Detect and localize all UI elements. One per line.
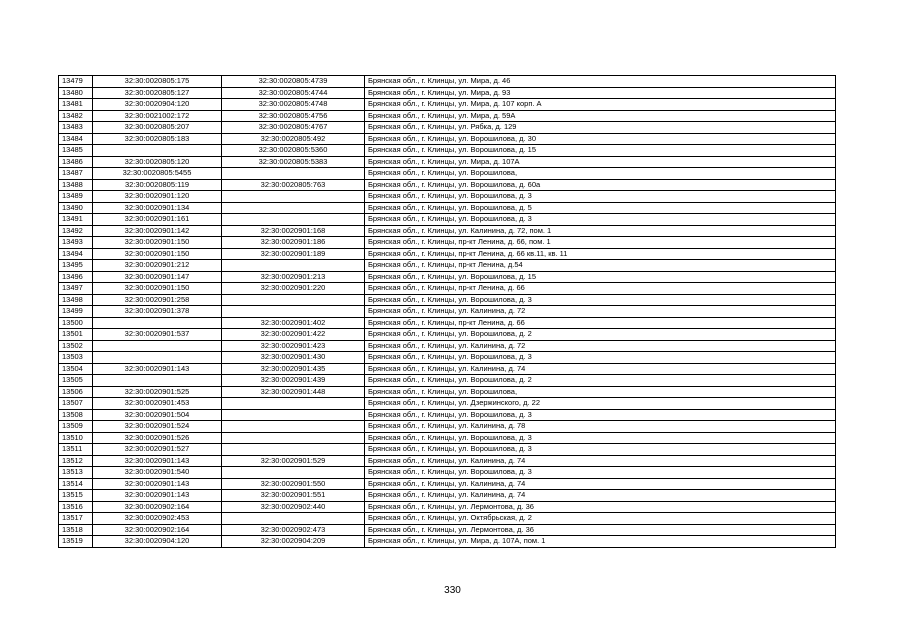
record-number-cell: 13507 bbox=[59, 398, 93, 410]
object-cadastral-number-cell: 32:30:0020805:4739 bbox=[222, 76, 365, 88]
record-number-cell: 13494 bbox=[59, 248, 93, 260]
address-cell: Брянская обл., г. Клинцы, ул. Лермонтова, д. 36 bbox=[365, 501, 836, 513]
record-number-cell: 13482 bbox=[59, 110, 93, 122]
object-cadastral-number-cell: 32:30:0020901:186 bbox=[222, 237, 365, 249]
address-cell: Брянская обл., г. Клинцы, ул. Рябка, д. 129 bbox=[365, 122, 836, 134]
table-row bbox=[59, 145, 836, 157]
address-cell: Брянская обл., г. Клинцы, ул. Калинина, д. 72, пом. 1 bbox=[365, 225, 836, 237]
cadastral-number-cell bbox=[93, 340, 222, 352]
address-cell: Брянская обл., г. Клинцы, ул. Ворошилова, д. 5 bbox=[365, 202, 836, 214]
cadastral-number-cell bbox=[93, 352, 222, 364]
address-cell: Брянская обл., г. Клинцы, ул. Калинина, д. 74 bbox=[365, 455, 836, 467]
record-number-cell: 13508 bbox=[59, 409, 93, 421]
cadastral-number-cell: 32:30:0020901:537 bbox=[93, 329, 222, 341]
table-row bbox=[59, 432, 836, 444]
table-row bbox=[59, 317, 836, 329]
address-cell: Брянская обл., г. Клинцы, ул. Ворошилова, д. 3 bbox=[365, 191, 836, 203]
cadastral-number-cell: 32:30:0020902:164 bbox=[93, 524, 222, 536]
object-cadastral-number-cell bbox=[222, 432, 365, 444]
address-cell: Брянская обл., г. Клинцы, ул. Мира, д. 107А, пом. 1 bbox=[365, 536, 836, 548]
object-cadastral-number-cell bbox=[222, 409, 365, 421]
cadastral-number-cell: 32:30:0021002:172 bbox=[93, 110, 222, 122]
address-cell: Брянская обл., г. Клинцы, ул. Ворошилова, bbox=[365, 386, 836, 398]
cadastral-number-cell bbox=[93, 375, 222, 387]
address-cell: Брянская обл., г. Клинцы, ул. Ворошилова, д. 3 bbox=[365, 432, 836, 444]
record-number-cell: 13480 bbox=[59, 87, 93, 99]
table-row bbox=[59, 225, 836, 237]
table-row bbox=[59, 237, 836, 249]
address-cell: Брянская обл., г. Клинцы, ул. Калинина, д. 72 bbox=[365, 340, 836, 352]
address-cell: Брянская обл., г. Клинцы, ул. Мира, д. 107 корп. А bbox=[365, 99, 836, 111]
table-row bbox=[59, 409, 836, 421]
address-cell: Брянская обл., г. Клинцы, ул. Дзержинского, д. 22 bbox=[365, 398, 836, 410]
object-cadastral-number-cell: 32:30:0020904:209 bbox=[222, 536, 365, 548]
object-cadastral-number-cell bbox=[222, 421, 365, 433]
object-cadastral-number-cell: 32:30:0020901:529 bbox=[222, 455, 365, 467]
cadastral-number-cell: 32:30:0020901:143 bbox=[93, 490, 222, 502]
cadastral-number-cell: 32:30:0020805:120 bbox=[93, 156, 222, 168]
record-number-cell: 13501 bbox=[59, 329, 93, 341]
object-cadastral-number-cell: 32:30:0020901:439 bbox=[222, 375, 365, 387]
record-number-cell: 13505 bbox=[59, 375, 93, 387]
record-number-cell: 13488 bbox=[59, 179, 93, 191]
cadastral-number-cell bbox=[93, 145, 222, 157]
object-cadastral-number-cell bbox=[222, 260, 365, 272]
record-number-cell: 13519 bbox=[59, 536, 93, 548]
table-row bbox=[59, 352, 836, 364]
cadastral-number-cell: 32:30:0020901:143 bbox=[93, 455, 222, 467]
cadastral-number-cell: 32:30:0020901:524 bbox=[93, 421, 222, 433]
table-row bbox=[59, 156, 836, 168]
address-cell: Брянская обл., г. Клинцы, ул. Ворошилова, д. 60а bbox=[365, 179, 836, 191]
cadastral-number-cell: 32:30:0020904:120 bbox=[93, 536, 222, 548]
table-row bbox=[59, 467, 836, 479]
address-cell: Брянская обл., г. Клинцы, ул. Ворошилова, д. 3 bbox=[365, 409, 836, 421]
object-cadastral-number-cell: 32:30:0020901:213 bbox=[222, 271, 365, 283]
cadastral-number-cell: 32:30:0020901:212 bbox=[93, 260, 222, 272]
address-cell: Брянская обл., г. Клинцы, ул. Мира, д. 46 bbox=[365, 76, 836, 88]
address-cell: Брянская обл., г. Клинцы, ул. Ворошилова, bbox=[365, 168, 836, 180]
object-cadastral-number-cell: 32:30:0020805:492 bbox=[222, 133, 365, 145]
record-number-cell: 13514 bbox=[59, 478, 93, 490]
record-number-cell: 13513 bbox=[59, 467, 93, 479]
record-number-cell: 13481 bbox=[59, 99, 93, 111]
address-cell: Брянская обл., г. Клинцы, ул. Калинина, д. 72 bbox=[365, 306, 836, 318]
page-number: 330 bbox=[444, 585, 461, 596]
cadastral-number-cell: 32:30:0020901:527 bbox=[93, 444, 222, 456]
cadastral-number-cell: 32:30:0020805:5455 bbox=[93, 168, 222, 180]
record-number-cell: 13503 bbox=[59, 352, 93, 364]
table-row bbox=[59, 455, 836, 467]
cadastral-number-cell: 32:30:0020902:453 bbox=[93, 513, 222, 525]
table-row bbox=[59, 490, 836, 502]
record-number-cell: 13483 bbox=[59, 122, 93, 134]
cadastral-number-cell: 32:30:0020901:540 bbox=[93, 467, 222, 479]
address-cell: Брянская обл., г. Клинцы, ул. Лермонтова, д. 36 bbox=[365, 524, 836, 536]
object-cadastral-number-cell bbox=[222, 398, 365, 410]
address-cell: Брянская обл., г. Клинцы, ул. Октябрьская, д. 2 bbox=[365, 513, 836, 525]
record-number-cell: 13492 bbox=[59, 225, 93, 237]
object-cadastral-number-cell: 32:30:0020902:473 bbox=[222, 524, 365, 536]
address-cell: Брянская обл., г. Клинцы, пр-кт Ленина, д. 66 bbox=[365, 317, 836, 329]
table-row bbox=[59, 306, 836, 318]
cadastral-number-cell: 32:30:0020901:120 bbox=[93, 191, 222, 203]
table-row bbox=[59, 294, 836, 306]
object-cadastral-number-cell bbox=[222, 168, 365, 180]
address-cell: Брянская обл., г. Клинцы, ул. Мира, д. 59А bbox=[365, 110, 836, 122]
address-cell: Брянская обл., г. Клинцы, ул. Ворошилова, д. 30 bbox=[365, 133, 836, 145]
address-cell: Брянская обл., г. Клинцы, ул. Калинина, д. 78 bbox=[365, 421, 836, 433]
cadastral-number-cell: 32:30:0020805:183 bbox=[93, 133, 222, 145]
object-cadastral-number-cell bbox=[222, 467, 365, 479]
cadastral-number-cell: 32:30:0020904:120 bbox=[93, 99, 222, 111]
table-row bbox=[59, 271, 836, 283]
cadastral-number-cell: 32:30:0020805:207 bbox=[93, 122, 222, 134]
address-cell: Брянская обл., г. Клинцы, ул. Ворошилова, д. 3 bbox=[365, 352, 836, 364]
address-cell: Брянская обл., г. Клинцы, ул. Калинина, д. 74 bbox=[365, 363, 836, 375]
cadastral-number-cell: 32:30:0020901:504 bbox=[93, 409, 222, 421]
record-number-cell: 13479 bbox=[59, 76, 93, 88]
object-cadastral-number-cell: 32:30:0020901:550 bbox=[222, 478, 365, 490]
record-number-cell: 13497 bbox=[59, 283, 93, 295]
table-row bbox=[59, 76, 836, 88]
cadastral-number-cell: 32:30:0020901:378 bbox=[93, 306, 222, 318]
address-cell: Брянская обл., г. Клинцы, ул. Ворошилова, д. 15 bbox=[365, 145, 836, 157]
object-cadastral-number-cell: 32:30:0020805:4744 bbox=[222, 87, 365, 99]
object-cadastral-number-cell: 32:30:0020901:430 bbox=[222, 352, 365, 364]
record-number-cell: 13517 bbox=[59, 513, 93, 525]
address-cell: Брянская обл., г. Клинцы, пр-кт Ленина, д.54 bbox=[365, 260, 836, 272]
cadastral-number-cell: 32:30:0020901:150 bbox=[93, 283, 222, 295]
object-cadastral-number-cell bbox=[222, 191, 365, 203]
record-number-cell: 13486 bbox=[59, 156, 93, 168]
object-cadastral-number-cell bbox=[222, 306, 365, 318]
record-number-cell: 13499 bbox=[59, 306, 93, 318]
table-row bbox=[59, 386, 836, 398]
record-number-cell: 13484 bbox=[59, 133, 93, 145]
table-row bbox=[59, 444, 836, 456]
object-cadastral-number-cell: 32:30:0020902:440 bbox=[222, 501, 365, 513]
cadastral-number-cell: 32:30:0020901:526 bbox=[93, 432, 222, 444]
table-row bbox=[59, 340, 836, 352]
record-number-cell: 13516 bbox=[59, 501, 93, 513]
record-number-cell: 13496 bbox=[59, 271, 93, 283]
cadastral-number-cell: 32:30:0020805:175 bbox=[93, 76, 222, 88]
address-cell: Брянская обл., г. Клинцы, пр-кт Ленина, д. 66 bbox=[365, 283, 836, 295]
table-row bbox=[59, 398, 836, 410]
record-number-cell: 13506 bbox=[59, 386, 93, 398]
records-table bbox=[58, 75, 836, 548]
table-row bbox=[59, 110, 836, 122]
address-cell: Брянская обл., г. Клинцы, ул. Мира, д. 93 bbox=[365, 87, 836, 99]
record-number-cell: 13493 bbox=[59, 237, 93, 249]
object-cadastral-number-cell: 32:30:0020901:189 bbox=[222, 248, 365, 260]
record-number-cell: 13504 bbox=[59, 363, 93, 375]
table-row bbox=[59, 214, 836, 226]
table-row bbox=[59, 283, 836, 295]
table-row bbox=[59, 513, 836, 525]
table-row bbox=[59, 202, 836, 214]
cadastral-number-cell: 32:30:0020901:150 bbox=[93, 248, 222, 260]
address-cell: Брянская обл., г. Клинцы, ул. Ворошилова, д. 2 bbox=[365, 329, 836, 341]
table-row bbox=[59, 179, 836, 191]
object-cadastral-number-cell: 32:30:0020901:220 bbox=[222, 283, 365, 295]
table-row bbox=[59, 329, 836, 341]
object-cadastral-number-cell bbox=[222, 444, 365, 456]
cadastral-number-cell: 32:30:0020901:150 bbox=[93, 237, 222, 249]
object-cadastral-number-cell: 32:30:0020805:4756 bbox=[222, 110, 365, 122]
object-cadastral-number-cell: 32:30:0020901:435 bbox=[222, 363, 365, 375]
address-cell: Брянская обл., г. Клинцы, пр-кт Ленина, д. 66, пом. 1 bbox=[365, 237, 836, 249]
object-cadastral-number-cell: 32:30:0020901:551 bbox=[222, 490, 365, 502]
object-cadastral-number-cell: 32:30:0020901:402 bbox=[222, 317, 365, 329]
object-cadastral-number-cell bbox=[222, 214, 365, 226]
object-cadastral-number-cell: 32:30:0020901:168 bbox=[222, 225, 365, 237]
table-row bbox=[59, 421, 836, 433]
cadastral-number-cell: 32:30:0020901:525 bbox=[93, 386, 222, 398]
object-cadastral-number-cell: 32:30:0020901:422 bbox=[222, 329, 365, 341]
record-number-cell: 13495 bbox=[59, 260, 93, 272]
cadastral-number-cell: 32:30:0020901:258 bbox=[93, 294, 222, 306]
record-number-cell: 13512 bbox=[59, 455, 93, 467]
cadastral-number-cell: 32:30:0020902:164 bbox=[93, 501, 222, 513]
address-cell: Брянская обл., г. Клинцы, ул. Ворошилова, д. 3 bbox=[365, 444, 836, 456]
cadastral-number-cell bbox=[93, 317, 222, 329]
table-row bbox=[59, 536, 836, 548]
address-cell: Брянская обл., г. Клинцы, ул. Ворошилова, д. 15 bbox=[365, 271, 836, 283]
record-number-cell: 13490 bbox=[59, 202, 93, 214]
record-number-cell: 13510 bbox=[59, 432, 93, 444]
table-row bbox=[59, 524, 836, 536]
address-cell: Брянская обл., г. Клинцы, ул. Калинина, д. 74 bbox=[365, 490, 836, 502]
object-cadastral-number-cell: 32:30:0020901:423 bbox=[222, 340, 365, 352]
record-number-cell: 13500 bbox=[59, 317, 93, 329]
table-row bbox=[59, 133, 836, 145]
address-cell: Брянская обл., г. Клинцы, пр-кт Ленина, д. 66 кв.11, кв. 11 bbox=[365, 248, 836, 260]
cadastral-number-cell: 32:30:0020805:127 bbox=[93, 87, 222, 99]
object-cadastral-number-cell: 32:30:0020901:448 bbox=[222, 386, 365, 398]
object-cadastral-number-cell: 32:30:0020805:5360 bbox=[222, 145, 365, 157]
object-cadastral-number-cell: 32:30:0020805:5383 bbox=[222, 156, 365, 168]
object-cadastral-number-cell bbox=[222, 294, 365, 306]
cadastral-number-cell: 32:30:0020901:134 bbox=[93, 202, 222, 214]
object-cadastral-number-cell bbox=[222, 202, 365, 214]
table-row bbox=[59, 478, 836, 490]
record-number-cell: 13509 bbox=[59, 421, 93, 433]
object-cadastral-number-cell: 32:30:0020805:4767 bbox=[222, 122, 365, 134]
table-row bbox=[59, 87, 836, 99]
table-row bbox=[59, 501, 836, 513]
table-row bbox=[59, 375, 836, 387]
record-number-cell: 13502 bbox=[59, 340, 93, 352]
address-cell: Брянская обл., г. Клинцы, ул. Ворошилова, д. 3 bbox=[365, 214, 836, 226]
record-number-cell: 13511 bbox=[59, 444, 93, 456]
table-row bbox=[59, 260, 836, 272]
record-number-cell: 13485 bbox=[59, 145, 93, 157]
cadastral-number-cell: 32:30:0020805:119 bbox=[93, 179, 222, 191]
record-number-cell: 13518 bbox=[59, 524, 93, 536]
records-table-body bbox=[59, 76, 836, 548]
record-number-cell: 13498 bbox=[59, 294, 93, 306]
cadastral-number-cell: 32:30:0020901:143 bbox=[93, 478, 222, 490]
address-cell: Брянская обл., г. Клинцы, ул. Мира, д. 107А bbox=[365, 156, 836, 168]
cadastral-number-cell: 32:30:0020901:161 bbox=[93, 214, 222, 226]
record-number-cell: 13491 bbox=[59, 214, 93, 226]
cadastral-number-cell: 32:30:0020901:147 bbox=[93, 271, 222, 283]
cadastral-number-cell: 32:30:0020901:453 bbox=[93, 398, 222, 410]
object-cadastral-number-cell: 32:30:0020805:763 bbox=[222, 179, 365, 191]
record-number-cell: 13487 bbox=[59, 168, 93, 180]
address-cell: Брянская обл., г. Клинцы, ул. Ворошилова, д. 2 bbox=[365, 375, 836, 387]
table-row bbox=[59, 363, 836, 375]
cadastral-number-cell: 32:30:0020901:142 bbox=[93, 225, 222, 237]
address-cell: Брянская обл., г. Клинцы, ул. Ворошилова, д. 3 bbox=[365, 467, 836, 479]
object-cadastral-number-cell bbox=[222, 513, 365, 525]
object-cadastral-number-cell: 32:30:0020805:4748 bbox=[222, 99, 365, 111]
table-row bbox=[59, 248, 836, 260]
table-row bbox=[59, 99, 836, 111]
record-number-cell: 13515 bbox=[59, 490, 93, 502]
table-row bbox=[59, 191, 836, 203]
address-cell: Брянская обл., г. Клинцы, ул. Калинина, д. 74 bbox=[365, 478, 836, 490]
table-row bbox=[59, 168, 836, 180]
record-number-cell: 13489 bbox=[59, 191, 93, 203]
address-cell: Брянская обл., г. Клинцы, ул. Ворошилова, д. 3 bbox=[365, 294, 836, 306]
cadastral-number-cell: 32:30:0020901:143 bbox=[93, 363, 222, 375]
table-row bbox=[59, 122, 836, 134]
